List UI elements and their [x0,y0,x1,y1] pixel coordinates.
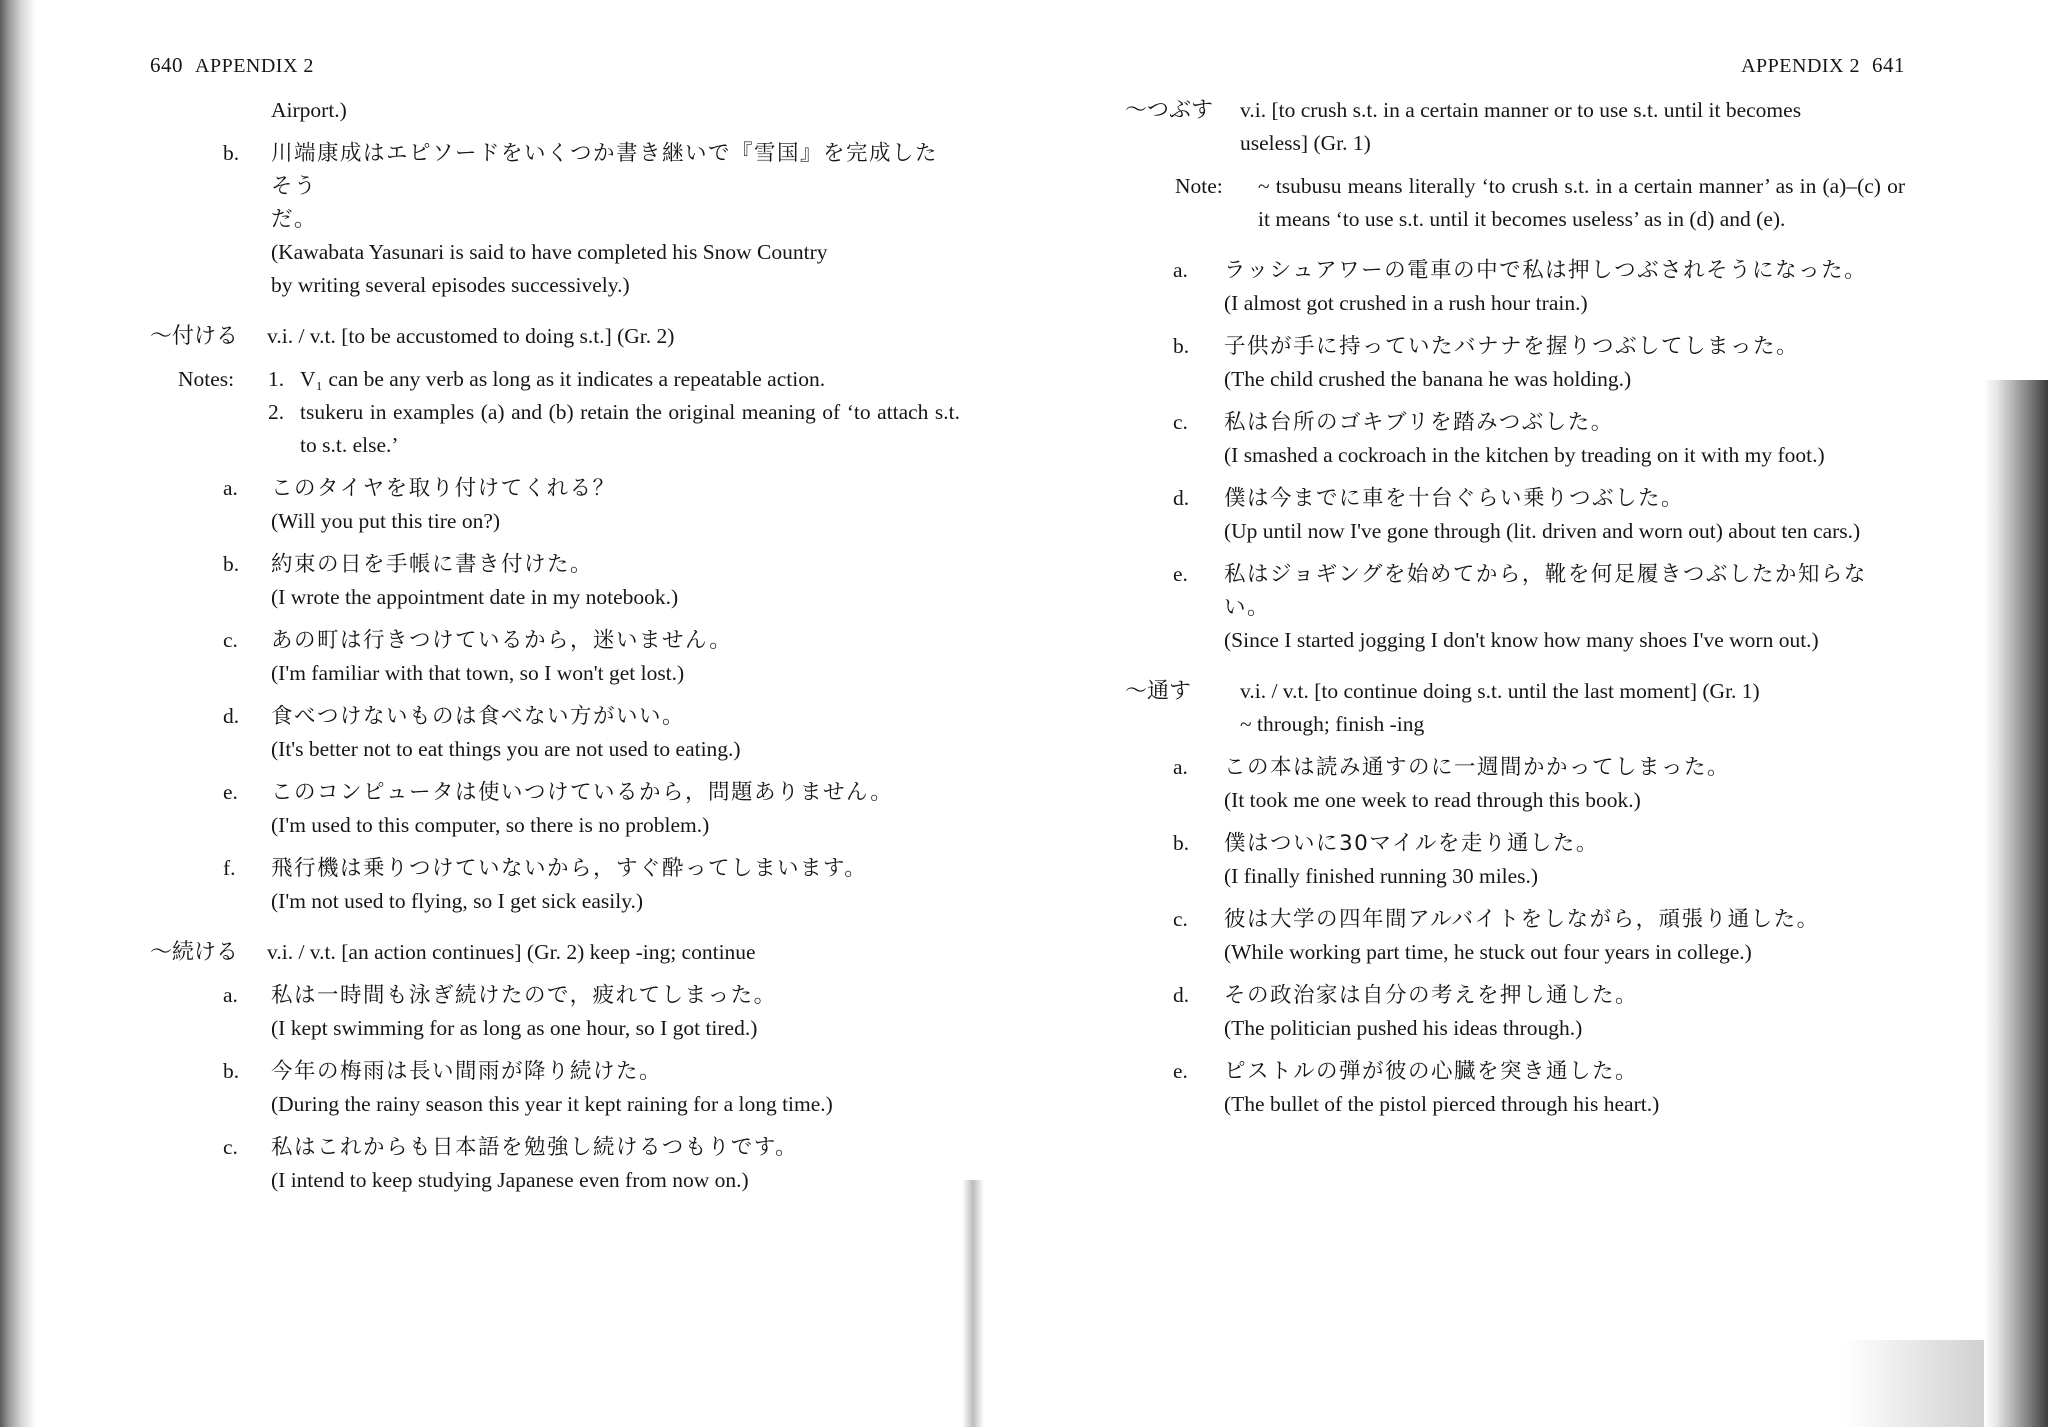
entry-tsukeru [150,320,960,353]
example-jp: この本は読み通すのに一週間かかってしまった。 [1224,755,1731,780]
right-page [1125,0,1905,1427]
example-jp: 飛行機は乗りつけていないから，すぐ酔ってしまいます。 [271,856,868,881]
running-head-title: APPENDIX 2 [1741,55,1860,77]
example-jp: このコンピュータは使いつけているから，問題ありません。 [271,780,894,805]
example-b: b. 僕はついに30マイルを走り通した。 [1173,831,1599,856]
example-jp: ラッシュアワーの電車の中で私は押しつぶされそうになった。 [1224,258,1868,283]
example-jp: 約束の日を手帳に書き付けた。 [271,552,594,577]
entry-term: 〜通す [1125,679,1192,704]
entry-toosu [1125,675,1905,708]
example-jp: このタイヤを取り付けてくれる？ [271,476,616,501]
example-jp: ピストルの弾が彼の心臓を突き通した。 [1224,1059,1639,1084]
example-en: (I smashed a cockroach in the kitchen by treading on it with my foot.) [1224,443,1825,467]
example-en: (I almost got crushed in a rush hour train.) [1224,291,1588,315]
example-en: (I'm used to this computer, so there is no problem.) [271,813,710,837]
example-jp: 食べつけないものは食べない方がいい。 [271,704,686,729]
entry-term: 〜付ける [150,324,239,349]
example-en: (I intend to keep studying Japanese even from now on.) [271,1168,749,1192]
entry-definition-cont: ~ through; finish -ing [1240,712,1425,736]
right-page-content [1125,94,1905,1121]
running-head-title: APPENDIX 2 [195,55,314,77]
example-jp: 川端康成はエピソードをいくつか書き継いで『雪国』を完成したそう [271,141,939,199]
entry-notes [1125,170,1905,236]
example-jp: 僕はついに30マイルを走り通した。 [1224,831,1599,856]
note-text: ~ tsubusu means literally ‘to crush s.t. in a certain manner’ as in (a)–(c) or it means ‘to use s.t. until it becomes useless’ as in (d) and (e). [1258,174,1905,231]
example-label: b. [223,141,240,165]
example-a: a. ラッシュアワーの電車の中で私は押しつぶされそうになった。 [1173,258,1868,283]
example-jp: 今年の梅雨は長い間雨が降り続けた。 [271,1059,663,1084]
example-b: b. 子供が手に持っていたバナナを握りつぶしてしまった。 [1173,334,1800,359]
example-jp: 彼は大学の四年間アルバイトをしながら，頑張り通した。 [1224,907,1820,932]
example-jp: 私はジョギングを始めてから，靴を何足履きつぶしたか知らない。 [1224,562,1867,620]
running-head-left [150,53,314,78]
example-en: (The child crushed the banana he was holding.) [1224,367,1632,391]
scan-shadow-left [0,0,36,1427]
note-item: 2. tsukeru in examples (a) and (b) retain the original meaning of ‘to attach s.t. to s.t. else.’ [268,400,960,457]
scan-shadow-right [1984,380,2048,1427]
example-e: e. 私はジョギングを始めてから，靴を何足履きつぶしたか知らない。 [1173,562,1867,620]
note-item: 1. V₁ can be any verb as long as it indicates a repeatable action. [268,367,826,391]
continued-text: Airport.) [271,98,347,122]
example-d: d. 食べつけないものは食べない方がいい。 [223,704,686,729]
notes-label: Notes: [178,367,235,391]
example-f: f. 飛行機は乗りつけていないから，すぐ酔ってしまいます。 [223,856,868,881]
entry-tsuzukeru [150,936,960,969]
example-jp: 私は台所のゴキブリを踏みつぶした。 [1224,410,1614,435]
example-e: e. ピストルの弾が彼の心臓を突き通した。 [1173,1059,1639,1084]
example-en: (The politician pushed his ideas through.) [1224,1016,1583,1040]
example-d: d. 僕は今までに車を十台ぐらい乗りつぶした。 [1173,486,1685,511]
example-en: (The bullet of the pistol pierced through his heart.) [1224,1092,1660,1116]
entry-tsubusu [1125,94,1905,127]
entry-notes [150,363,960,462]
left-page-content [150,94,960,1197]
example-en: (Up until now I've gone through (lit. driven and worn out) about ten cars.) [1224,519,1861,543]
example-c: c. 私はこれからも日本語を勉強し続けるつもりです。 [223,1135,799,1160]
entry-definition: v.i. / v.t. [to continue doing s.t. until the last moment] (Gr. 1) [1240,679,1760,703]
example-e: e. このコンピュータは使いつけているから，問題ありません。 [223,780,894,805]
example-en: (It's better not to eat things you are not used to eating.) [271,737,741,761]
example-jp: 僕は今までに車を十台ぐらい乗りつぶした。 [1224,486,1685,511]
example-b: b. 今年の梅雨は長い間雨が降り続けた。 [223,1059,663,1084]
example-jp: その政治家は自分の考えを押し通した。 [1224,983,1639,1008]
entry-definition: v.i. / v.t. [to be accustomed to doing s.t.] (Gr. 2) [267,324,675,348]
entry-definition-cont: useless] (Gr. 1) [1240,131,1371,155]
example-a: a. この本は読み通すのに一週間かかってしまった。 [1173,755,1731,780]
example-en: (I kept swimming for as long as one hour, so I got tired.) [271,1016,758,1040]
example-en: (I wrote the appointment date in my notebook.) [271,585,679,609]
book-gutter [962,1180,984,1427]
example-a: a. このタイヤを取り付けてくれる？ [223,476,616,501]
example-en-cont: by writing several episodes successively.) [271,273,630,297]
example-b: b. 約束の日を手帳に書き付けた。 [223,552,594,577]
example-jp: 子供が手に持っていたバナナを握りつぶしてしまった。 [1224,334,1800,359]
example-en: (Will you put this tire on?) [271,509,501,533]
page-number: 640 [150,53,183,77]
example-jp: 私はこれからも日本語を勉強し続けるつもりです。 [271,1135,799,1160]
entry-definition: v.i. / v.t. [an action continues] (Gr. 2) keep -ing; continue [267,940,756,964]
example-en: (I'm not used to flying, so I get sick easily.) [271,889,644,913]
entry-term: 〜つぶす [1125,98,1214,123]
example-jp: 私は一時間も泳ぎ続けたので，疲れてしまった。 [271,983,777,1008]
example-en: (Kawabata Yasunari is said to have completed his Snow Country [271,240,828,264]
left-page [150,0,960,1427]
example-en: (I'm familiar with that town, so I won't get lost.) [271,661,685,685]
page-number: 641 [1872,53,1905,77]
example-jp-cont: だ。 [271,207,318,232]
example-c: c. あの町は行きつけているから，迷いません。 [223,628,733,653]
entry-term: 〜続ける [150,940,239,965]
notes-label: Note: [1175,174,1223,198]
example-en: (I finally finished running 30 miles.) [1224,864,1539,888]
running-head-right [1741,53,1905,78]
example-c: c. 彼は大学の四年間アルバイトをしながら，頑張り通した。 [1173,907,1820,932]
example-c: c. 私は台所のゴキブリを踏みつぶした。 [1173,410,1614,435]
example-b-prev [150,137,960,203]
example-jp: あの町は行きつけているから，迷いません。 [271,628,733,653]
entry-definition: v.i. [to crush s.t. in a certain manner or to use s.t. until it becomes [1240,98,1802,122]
example-en: (It took me one week to read through this book.) [1224,788,1641,812]
example-en: (During the rainy season this year it kept raining for a long time.) [271,1092,833,1116]
example-d: d. その政治家は自分の考えを押し通した。 [1173,983,1639,1008]
example-en: (Since I started jogging I don't know how many shoes I've worn out.) [1224,628,1819,652]
example-a: a. 私は一時間も泳ぎ続けたので，疲れてしまった。 [223,983,777,1008]
example-en: (While working part time, he stuck out four years in college.) [1224,940,1752,964]
